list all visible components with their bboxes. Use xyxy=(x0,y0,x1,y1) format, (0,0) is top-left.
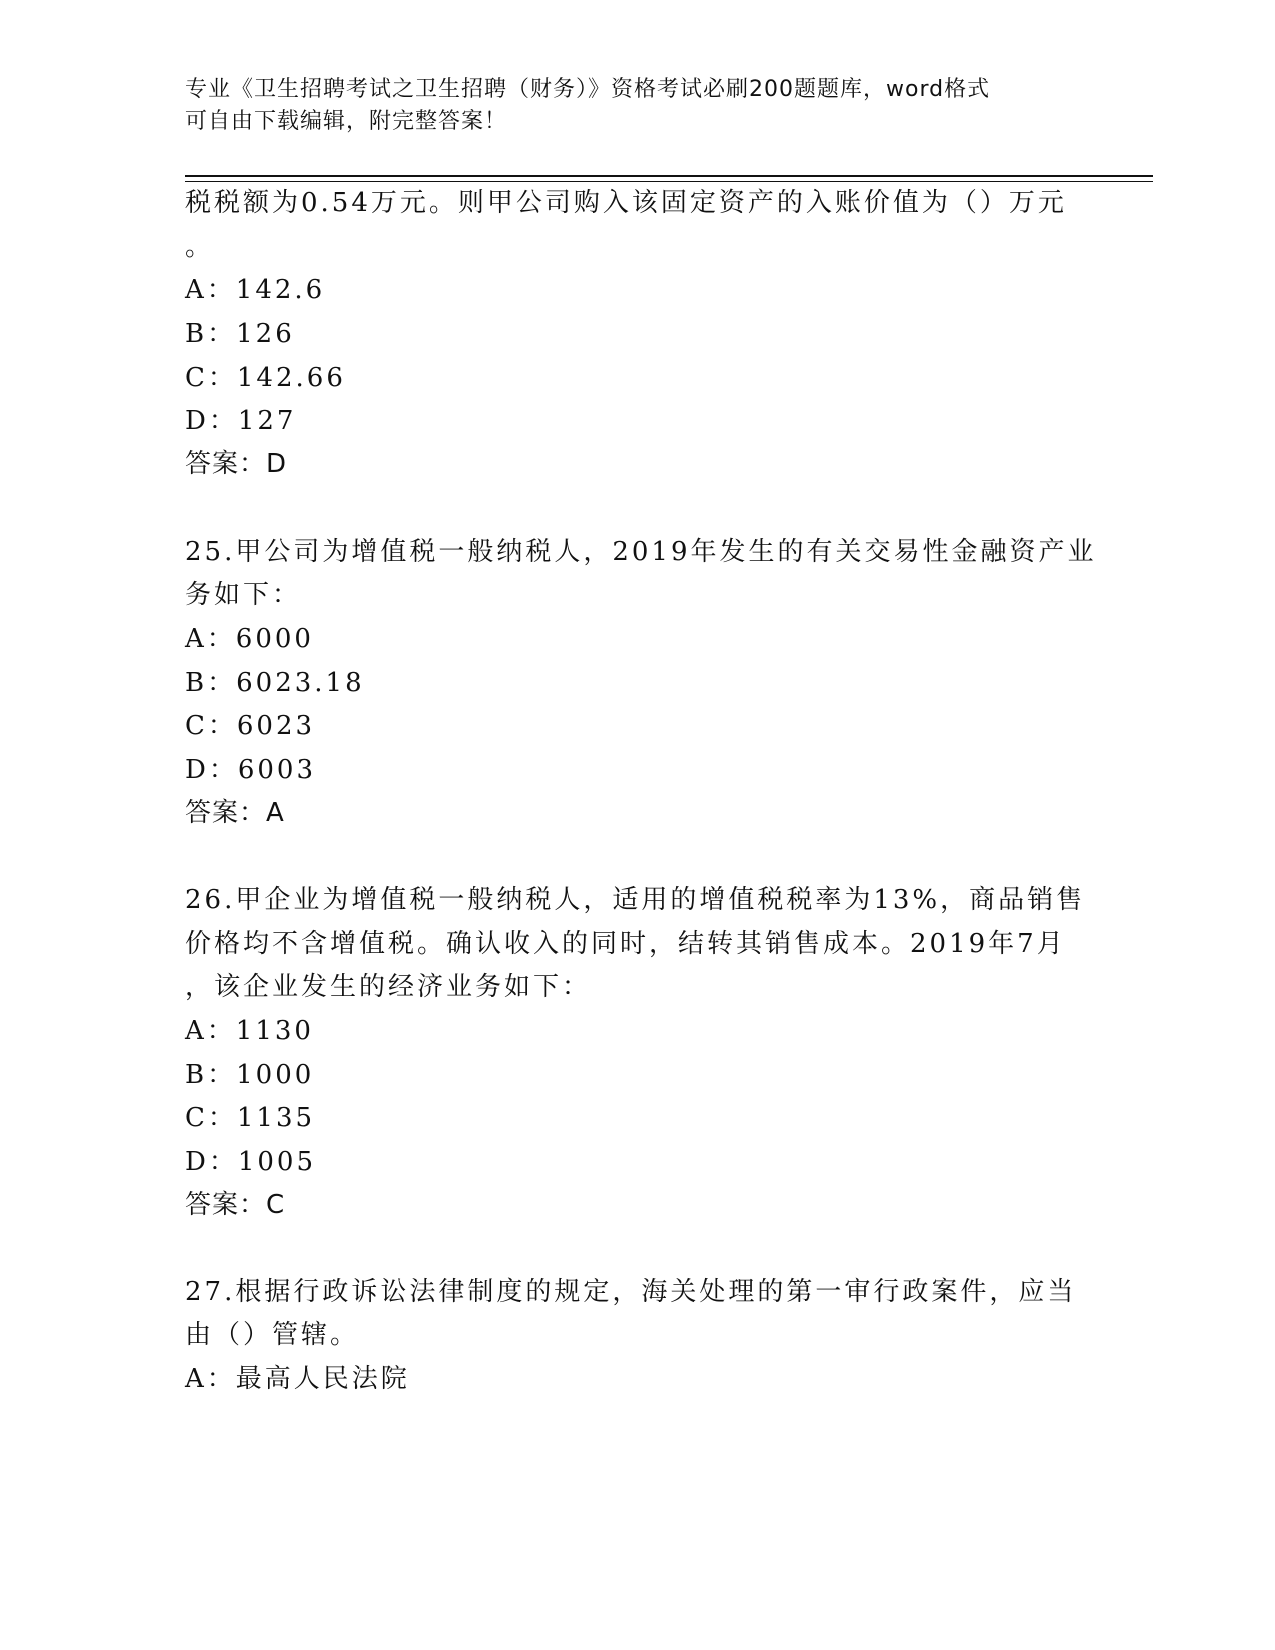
q25-text-line-2: 务如下： xyxy=(185,580,302,610)
q27-option-a: A：最高人民法院 xyxy=(185,1364,410,1394)
q24-option-b: B：126 xyxy=(185,319,295,349)
q25-option-b: B：6023.18 xyxy=(185,668,365,698)
q26-option-c: C：1135 xyxy=(185,1103,316,1133)
q27-text-line-2: 由（）管辖。 xyxy=(185,1320,360,1350)
q25-text-line-1: 25.甲公司为增值税一般纳税人，2019年发生的有关交易性金融资产业 xyxy=(185,537,1097,567)
q26-text-line-2: 价格均不含增值税。确认收入的同时，结转其销售成本。2019年7月 xyxy=(185,929,1066,959)
q25-option-d: D：6003 xyxy=(185,755,317,785)
header-divider-top xyxy=(185,175,1153,177)
q24-option-a: A：142.6 xyxy=(185,275,326,305)
q24-answer: 答案：D xyxy=(185,449,288,479)
q24-option-c: C：142.66 xyxy=(185,363,346,393)
document-header xyxy=(185,74,1065,138)
q26-text-line-3: ，该企业发生的经济业务如下： xyxy=(185,972,592,1002)
q25-option-c: C：6023 xyxy=(185,711,316,741)
header-divider-bottom xyxy=(185,181,1153,182)
q26-option-d: D：1005 xyxy=(185,1147,317,1177)
header-line-1: 专业《卫生招聘考试之卫生招聘（财务）》资格考试必刷200题题库，word格式 xyxy=(185,77,991,102)
q26-option-b: B：1000 xyxy=(185,1060,315,1090)
q26-text-line-1: 26.甲企业为增值税一般纳税人，适用的增值税税率为13%，商品销售 xyxy=(185,885,1086,915)
q24-text-line-2: 。 xyxy=(185,232,215,262)
header-line-2: 可自由下载编辑，附完整答案！ xyxy=(185,109,508,134)
q25-option-a: A：6000 xyxy=(185,624,314,654)
q26-option-a: A：1130 xyxy=(185,1016,314,1046)
q25-answer: 答案：A xyxy=(185,798,285,828)
q24-option-d: D：127 xyxy=(185,406,297,436)
q24-text-line-1: 税税额为0.54万元。则甲公司购入该固定资产的入账价值为（）万元 xyxy=(185,188,1067,218)
q26-answer: 答案：C xyxy=(185,1190,286,1220)
q27-text-line-1: 27.根据行政诉讼法律制度的规定，海关处理的第一审行政案件，应当 xyxy=(185,1277,1077,1307)
